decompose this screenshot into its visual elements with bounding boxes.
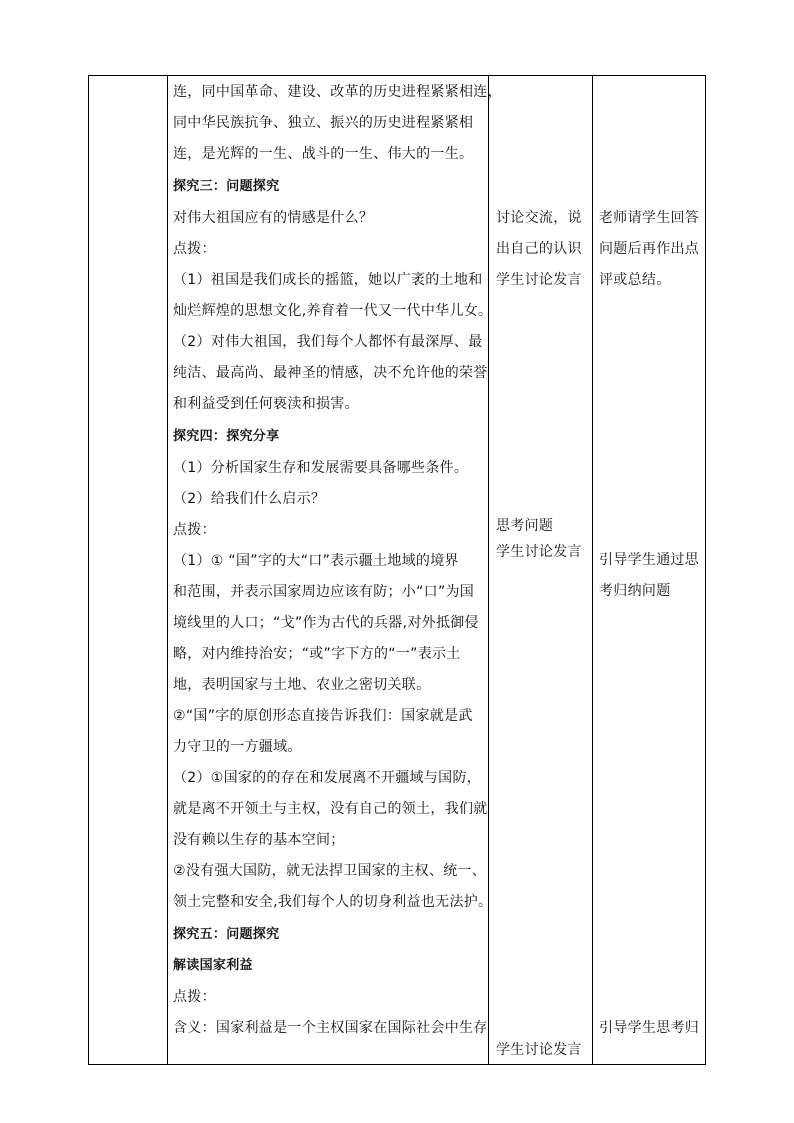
content-line: 就是离不开领土与主权，没有自己的领土，我们就	[173, 801, 488, 817]
content-line: 领土完整和安全,我们每个人的切身利益也无法护。	[173, 894, 493, 910]
section-heading-explore-4: 探究四：探究分享	[173, 429, 280, 444]
content-line: 纯洁、最高尚、最神圣的情感，决不允许他的荣誉	[173, 365, 488, 381]
content-line: 略，对内维持治安；“或”字下方的“一”表示土	[173, 646, 461, 662]
lesson-plan-table	[88, 75, 706, 1065]
teacher-intent-line: 引导学生通过思	[599, 552, 700, 568]
content-line: 力守卫的一方疆域。	[173, 739, 302, 755]
content-line: 点拨：	[173, 989, 216, 1005]
teacher-intent-line: 考归纳问题	[599, 583, 671, 599]
student-activity-line: 思考问题	[496, 518, 554, 534]
content-line: （2）对伟大祖国，我们每个人都怀有最深厚、最	[173, 334, 483, 350]
content-line: 点拨：	[173, 522, 216, 538]
teacher-intent-line: 引导学生思考归	[599, 1020, 700, 1036]
content-line: （1）祖国是我们成长的摇篮，她以广袤的土地和	[173, 272, 483, 288]
teacher-intent-line: 问题后再作出点	[599, 241, 700, 257]
content-line: 和范围，并表示国家周边应该有防；小“口”为国	[173, 584, 475, 600]
section-heading-explore-5: 探究五：问题探究	[173, 927, 280, 942]
content-line: 连，是光辉的一生、战斗的一生、伟大的一生。	[173, 146, 474, 162]
content-line: （2）①国家的的存在和发展离不开疆域与国防，	[173, 770, 482, 786]
content-line: 同中华民族抗争、独立、振兴的历史进程紧紧相	[173, 115, 474, 131]
content-line: 和利益受到任何亵渎和损害。	[173, 396, 359, 412]
column-divider-3	[592, 76, 593, 1064]
content-line: 灿烂辉煌的思想文化,养育着一代又一代中华儿女。	[173, 303, 493, 319]
content-line: 地，表明国家与土地、农业之密切关联。	[173, 677, 431, 693]
teacher-intent-line: 评或总结。	[599, 272, 671, 288]
content-line: 含义：国家利益是一个主权国家在国际社会中生存	[173, 1020, 488, 1036]
content-line: 没有赖以生存的基本空间；	[173, 832, 345, 848]
content-line: ②“国”字的原创形态直接告诉我们：国家就是武	[173, 708, 473, 724]
section-heading-explore-3: 探究三：问题探究	[173, 179, 280, 194]
student-activity-line: 学生讨论发言	[496, 1042, 582, 1058]
content-line: 点拨：	[173, 241, 216, 257]
student-activity-line: 学生讨论发言	[496, 544, 582, 560]
content-line: 对伟大祖国应有的情感是什么？	[173, 210, 374, 226]
content-line: （1）分析国家生存和发展需要具备哪些条件。	[173, 460, 469, 476]
student-activity-line: 学生讨论发言	[496, 272, 582, 288]
content-line: （2）给我们什么启示？	[173, 491, 326, 507]
teacher-intent-line: 老师请学生回答	[599, 210, 700, 226]
content-line: （1）① “国”字的大“口”表示疆土地域的境界	[173, 553, 459, 569]
column-divider-2	[488, 76, 489, 1064]
content-line: 连，同中国革命、建设、改革的历史进程紧紧相连，	[173, 84, 502, 100]
section-subheading: 解读国家利益	[173, 958, 253, 973]
student-activity-line: 出自己的认识	[496, 241, 582, 257]
student-activity-line: 讨论交流，说	[496, 210, 582, 226]
column-divider-1	[167, 76, 168, 1064]
content-line: 境线里的人口；“戈”作为古代的兵器,对外抵御侵	[173, 615, 479, 631]
content-line: ②没有强大国防，就无法捍卫国家的主权、统一、	[173, 863, 487, 879]
